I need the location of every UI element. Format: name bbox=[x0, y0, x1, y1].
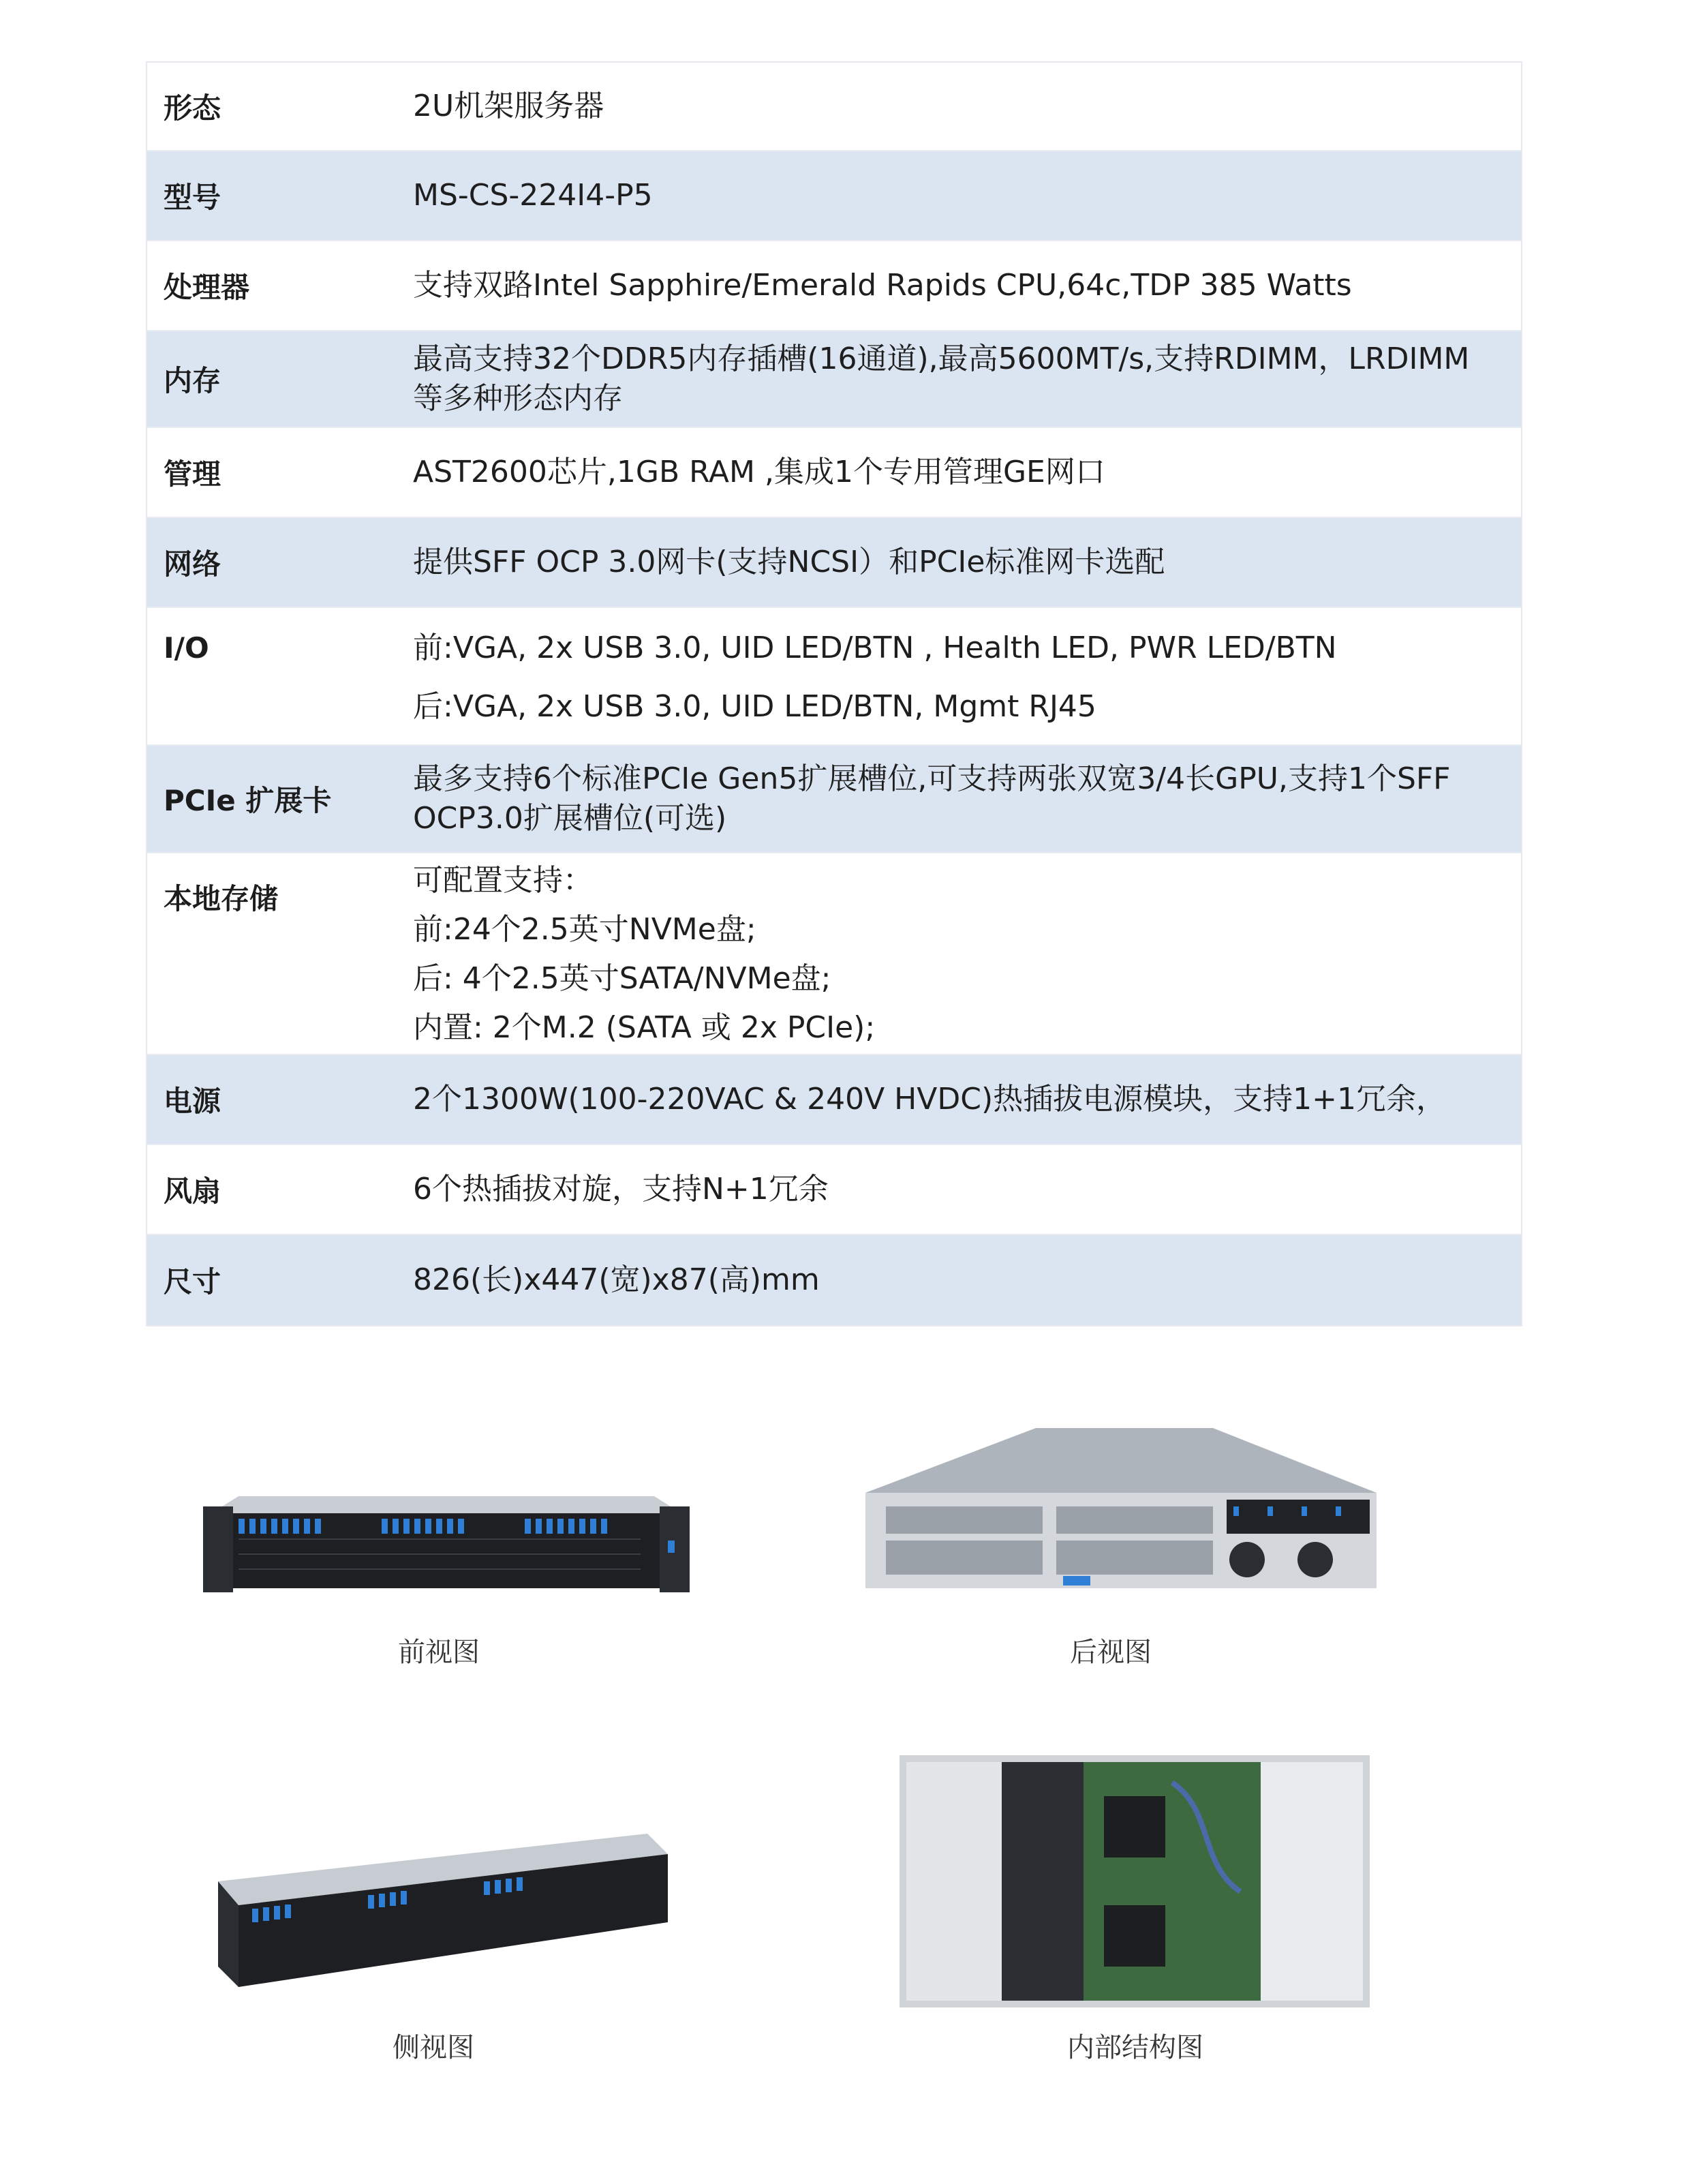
spec-line: 前:VGA, 2x USB 3.0, UID LED/BTN , Health LED, PWR LED/BTN bbox=[413, 631, 1337, 665]
rear-view-image bbox=[852, 1418, 1390, 1595]
spec-label: 处理器 bbox=[164, 271, 250, 304]
spec-line: 等多种形态内存 bbox=[413, 381, 623, 416]
spec-line: 2U机架服务器 bbox=[413, 89, 604, 123]
spec-value bbox=[413, 241, 1521, 330]
spec-row-form bbox=[147, 63, 1521, 151]
spec-value bbox=[413, 746, 1521, 852]
spec-value bbox=[413, 331, 1521, 427]
spec-line: 前:24个2.5英寸NVMe盘; bbox=[413, 912, 756, 947]
spec-row-pcie bbox=[147, 746, 1521, 853]
spec-line: 最多支持6个标准PCIe Gen5扩展槽位,可支持两张双宽3/4长GPU,支持1个SFF bbox=[413, 761, 1451, 796]
front-view-image bbox=[198, 1459, 695, 1595]
spec-label: 尺寸 bbox=[164, 1265, 221, 1299]
spec-row-dimensions bbox=[147, 1235, 1521, 1325]
spec-line: 支持双路Intel Sapphire/Emerald Rapids CPU,64c,TDP 385 Watts bbox=[413, 268, 1352, 303]
spec-value bbox=[413, 608, 1521, 744]
spec-line: 提供SFF OCP 3.0网卡(支持NCSI）和PCIe标准网卡选配 bbox=[413, 545, 1165, 579]
spec-line: OCP3.0扩展槽位(可选) bbox=[413, 801, 727, 836]
spec-label: 风扇 bbox=[164, 1174, 221, 1208]
spec-line: 后: 4个2.5英寸SATA/NVMe盘; bbox=[413, 961, 831, 996]
spec-row-fan bbox=[147, 1145, 1521, 1235]
spec-value bbox=[413, 1235, 1521, 1325]
side-view-image bbox=[198, 1820, 675, 1990]
rear-view-caption: 后视图 bbox=[1070, 1637, 1152, 1668]
spec-label: 电源 bbox=[164, 1085, 221, 1118]
spec-line: 2个1300W(100-220VAC & 240V HVDC)热插拔电源模块，支持1+1冗余， bbox=[413, 1082, 1446, 1117]
spec-line: 后:VGA, 2x USB 3.0, UID LED/BTN, Mgmt RJ45 bbox=[413, 689, 1096, 724]
spec-row-processor bbox=[147, 241, 1521, 331]
spec-line: 826(长)x447(宽)x87(高)mm bbox=[413, 1262, 820, 1297]
spec-line: 内置: 2个M.2 (SATA 或 2x PCIe); bbox=[413, 1010, 876, 1045]
spec-value bbox=[413, 1145, 1521, 1234]
front-view-caption: 前视图 bbox=[398, 1637, 480, 1668]
spec-row-management bbox=[147, 428, 1521, 518]
spec-row-model bbox=[147, 151, 1521, 241]
spec-line: 6个热插拔对旋，支持N+1冗余 bbox=[413, 1172, 829, 1207]
spec-label: PCIe 扩展卡 bbox=[164, 784, 332, 817]
spec-line: AST2600芯片,1GB RAM ,集成1个专用管理GE网口 bbox=[413, 455, 1105, 489]
spec-table bbox=[146, 61, 1522, 1326]
side-view-caption: 侧视图 bbox=[393, 2032, 474, 2063]
spec-line: MS-CS-224I4-P5 bbox=[413, 178, 653, 213]
spec-line: 最高支持32个DDR5内存插槽(16通道),最高5600MT/s,支持RDIMM，LRDIMM bbox=[413, 342, 1470, 376]
spec-label: 内存 bbox=[164, 364, 221, 397]
spec-label: 形态 bbox=[164, 91, 221, 125]
spec-row-network bbox=[147, 518, 1521, 608]
spec-label: 管理 bbox=[164, 457, 221, 491]
spec-row-io bbox=[147, 608, 1521, 746]
spec-label: 型号 bbox=[164, 181, 221, 214]
internal-view-image bbox=[900, 1755, 1370, 2007]
spec-value bbox=[413, 1055, 1521, 1144]
spec-value bbox=[413, 853, 1521, 1054]
spec-label: I/O bbox=[164, 631, 209, 665]
spec-value bbox=[413, 63, 1521, 150]
spec-value bbox=[413, 151, 1521, 240]
internal-view-caption: 内部结构图 bbox=[1067, 2032, 1203, 2063]
spec-row-storage bbox=[147, 853, 1521, 1055]
spec-label: 网络 bbox=[164, 547, 221, 581]
spec-label: 本地存储 bbox=[164, 882, 279, 915]
spec-value bbox=[413, 428, 1521, 517]
spec-line: 可配置支持： bbox=[413, 863, 593, 898]
spec-row-memory bbox=[147, 331, 1521, 428]
spec-row-power bbox=[147, 1055, 1521, 1145]
spec-value bbox=[413, 518, 1521, 607]
